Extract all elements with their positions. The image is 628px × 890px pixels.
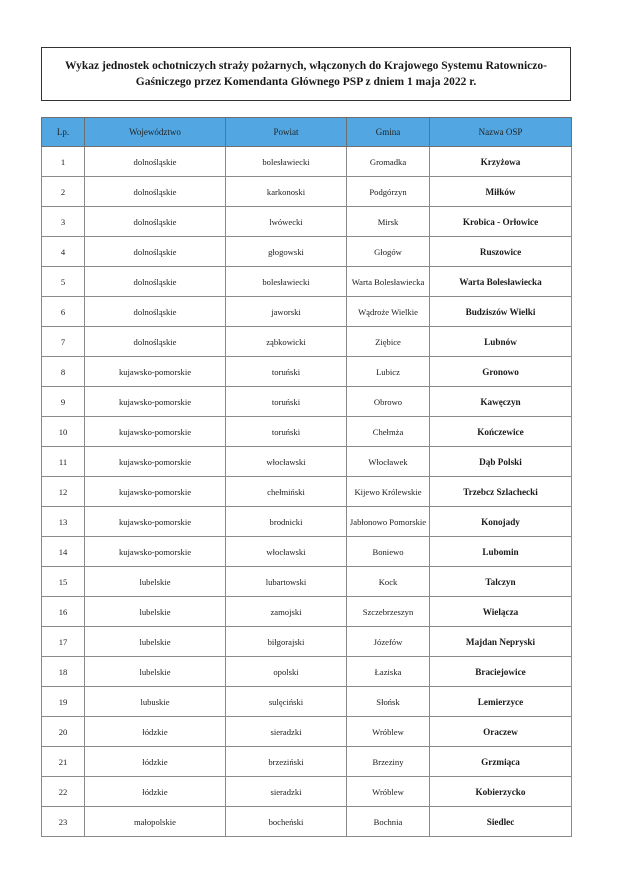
cell-wojewodztwo: kujawsko-pomorskie <box>85 387 226 417</box>
cell-gmina: Józefów <box>347 627 430 657</box>
table-row <box>42 327 572 357</box>
cell-gmina: Ziębice <box>347 327 430 357</box>
cell-gmina: Wróblew <box>347 717 430 747</box>
cell-powiat: toruński <box>226 357 347 387</box>
cell-lp: 22 <box>42 777 85 807</box>
cell-lp: 23 <box>42 807 85 837</box>
cell-nazwa-osp: Trzebcz Szlachecki <box>430 477 572 507</box>
cell-nazwa-osp: Dąb Polski <box>430 447 572 477</box>
cell-gmina: Słońsk <box>347 687 430 717</box>
cell-powiat: biłgorajski <box>226 627 347 657</box>
cell-gmina: Kock <box>347 567 430 597</box>
cell-wojewodztwo: lubelskie <box>85 627 226 657</box>
osp-table <box>41 117 572 837</box>
cell-gmina: Warta Bolesławiecka <box>347 267 430 297</box>
cell-powiat: jaworski <box>226 297 347 327</box>
cell-nazwa-osp: Grzmiąca <box>430 747 572 777</box>
cell-lp: 2 <box>42 177 85 207</box>
cell-lp: 10 <box>42 417 85 447</box>
cell-lp: 1 <box>42 147 85 177</box>
cell-powiat: bolesławiecki <box>226 147 347 177</box>
cell-wojewodztwo: dolnośląskie <box>85 267 226 297</box>
cell-gmina: Głogów <box>347 237 430 267</box>
cell-nazwa-osp: Majdan Nepryski <box>430 627 572 657</box>
cell-wojewodztwo: małopolskie <box>85 807 226 837</box>
cell-gmina: Włocławek <box>347 447 430 477</box>
table-row <box>42 147 572 177</box>
table-row <box>42 477 572 507</box>
table-row <box>42 267 572 297</box>
cell-nazwa-osp: Warta Bolesławiecka <box>430 267 572 297</box>
cell-nazwa-osp: Krzyżowa <box>430 147 572 177</box>
table-row <box>42 507 572 537</box>
cell-lp: 18 <box>42 657 85 687</box>
cell-powiat: opolski <box>226 657 347 687</box>
cell-powiat: toruński <box>226 417 347 447</box>
cell-nazwa-osp: Kawęczyn <box>430 387 572 417</box>
cell-lp: 5 <box>42 267 85 297</box>
cell-nazwa-osp: Miłków <box>430 177 572 207</box>
cell-wojewodztwo: dolnośląskie <box>85 297 226 327</box>
cell-lp: 12 <box>42 477 85 507</box>
cell-nazwa-osp: Ruszowice <box>430 237 572 267</box>
cell-lp: 15 <box>42 567 85 597</box>
cell-lp: 7 <box>42 327 85 357</box>
cell-gmina: Boniewo <box>347 537 430 567</box>
table-row <box>42 537 572 567</box>
cell-powiat: zamojski <box>226 597 347 627</box>
cell-gmina: Brzeziny <box>347 747 430 777</box>
cell-powiat: brodnicki <box>226 507 347 537</box>
table-row <box>42 747 572 777</box>
cell-powiat: ząbkowicki <box>226 327 347 357</box>
cell-lp: 8 <box>42 357 85 387</box>
cell-nazwa-osp: Oraczew <box>430 717 572 747</box>
table-row <box>42 177 572 207</box>
cell-wojewodztwo: dolnośląskie <box>85 327 226 357</box>
cell-wojewodztwo: łódzkie <box>85 777 226 807</box>
cell-powiat: sulęciński <box>226 687 347 717</box>
table-row <box>42 447 572 477</box>
cell-nazwa-osp: Gronowo <box>430 357 572 387</box>
cell-powiat: lwówecki <box>226 207 347 237</box>
cell-nazwa-osp: Wielącza <box>430 597 572 627</box>
cell-nazwa-osp: Talczyn <box>430 567 572 597</box>
cell-nazwa-osp: Braciejowice <box>430 657 572 687</box>
table-row <box>42 657 572 687</box>
cell-lp: 21 <box>42 747 85 777</box>
table-row <box>42 717 572 747</box>
cell-gmina: Podgórzyn <box>347 177 430 207</box>
cell-nazwa-osp: Lubnów <box>430 327 572 357</box>
table-row <box>42 297 572 327</box>
table-row <box>42 207 572 237</box>
cell-powiat: karkonoski <box>226 177 347 207</box>
document-title-box <box>41 47 571 101</box>
cell-lp: 6 <box>42 297 85 327</box>
cell-wojewodztwo: kujawsko-pomorskie <box>85 537 226 567</box>
cell-powiat: sieradzki <box>226 717 347 747</box>
cell-gmina: Szczebrzeszyn <box>347 597 430 627</box>
cell-nazwa-osp: Lemierzyce <box>430 687 572 717</box>
cell-gmina: Kijewo Królewskie <box>347 477 430 507</box>
cell-powiat: włocławski <box>226 447 347 477</box>
cell-wojewodztwo: lubelskie <box>85 567 226 597</box>
cell-wojewodztwo: kujawsko-pomorskie <box>85 507 226 537</box>
cell-gmina: Bochnia <box>347 807 430 837</box>
cell-powiat: bocheński <box>226 807 347 837</box>
cell-gmina: Mirsk <box>347 207 430 237</box>
table-row <box>42 567 572 597</box>
table-row <box>42 387 572 417</box>
cell-wojewodztwo: dolnośląskie <box>85 237 226 267</box>
cell-wojewodztwo: łódzkie <box>85 747 226 777</box>
cell-lp: 16 <box>42 597 85 627</box>
header-nazwa-osp: Nazwa OSP <box>430 118 572 147</box>
table-row <box>42 237 572 267</box>
cell-powiat: sieradzki <box>226 777 347 807</box>
cell-powiat: chełmiński <box>226 477 347 507</box>
cell-wojewodztwo: kujawsko-pomorskie <box>85 357 226 387</box>
document-title: Wykaz jednostek ochotniczych straży pożarnych, włączonych do Krajowego Systemu Ratowniczo-Gaśniczego przez Komendanta Głównego PSP z dniem 1 maja 2022 r. <box>65 60 547 88</box>
cell-lp: 17 <box>42 627 85 657</box>
cell-gmina: Jabłonowo Pomorskie <box>347 507 430 537</box>
table-header-row <box>42 118 572 147</box>
cell-gmina: Gromadka <box>347 147 430 177</box>
header-powiat: Powiat <box>226 118 347 147</box>
table-row <box>42 357 572 387</box>
cell-nazwa-osp: Lubomin <box>430 537 572 567</box>
header-gmina: Gmina <box>347 118 430 147</box>
cell-lp: 4 <box>42 237 85 267</box>
cell-powiat: głogowski <box>226 237 347 267</box>
cell-lp: 11 <box>42 447 85 477</box>
table-row <box>42 807 572 837</box>
cell-powiat: brzeziński <box>226 747 347 777</box>
cell-powiat: lubartowski <box>226 567 347 597</box>
cell-gmina: Łaziska <box>347 657 430 687</box>
cell-gmina: Chełmża <box>347 417 430 447</box>
cell-nazwa-osp: Siedlec <box>430 807 572 837</box>
cell-gmina: Wróblew <box>347 777 430 807</box>
table-row <box>42 597 572 627</box>
cell-gmina: Obrowo <box>347 387 430 417</box>
cell-gmina: Lubicz <box>347 357 430 387</box>
cell-nazwa-osp: Konojady <box>430 507 572 537</box>
cell-wojewodztwo: lubelskie <box>85 597 226 627</box>
cell-lp: 20 <box>42 717 85 747</box>
table-body <box>42 147 572 837</box>
cell-wojewodztwo: kujawsko-pomorskie <box>85 477 226 507</box>
cell-powiat: toruński <box>226 387 347 417</box>
cell-lp: 14 <box>42 537 85 567</box>
cell-nazwa-osp: Kobierzycko <box>430 777 572 807</box>
table-row <box>42 687 572 717</box>
cell-wojewodztwo: dolnośląskie <box>85 207 226 237</box>
cell-wojewodztwo: lubuskie <box>85 687 226 717</box>
cell-lp: 13 <box>42 507 85 537</box>
table-row <box>42 777 572 807</box>
cell-wojewodztwo: dolnośląskie <box>85 177 226 207</box>
cell-nazwa-osp: Kończewice <box>430 417 572 447</box>
cell-wojewodztwo: kujawsko-pomorskie <box>85 417 226 447</box>
cell-wojewodztwo: łódzkie <box>85 717 226 747</box>
cell-wojewodztwo: lubelskie <box>85 657 226 687</box>
cell-nazwa-osp: Krobica - Orłowice <box>430 207 572 237</box>
cell-wojewodztwo: kujawsko-pomorskie <box>85 447 226 477</box>
cell-powiat: bolesławiecki <box>226 267 347 297</box>
header-wojewodztwo: Województwo <box>85 118 226 147</box>
header-lp: Lp. <box>42 118 85 147</box>
cell-lp: 9 <box>42 387 85 417</box>
cell-gmina: Wądroże Wielkie <box>347 297 430 327</box>
cell-powiat: włocławski <box>226 537 347 567</box>
table-row <box>42 417 572 447</box>
cell-lp: 19 <box>42 687 85 717</box>
cell-wojewodztwo: dolnośląskie <box>85 147 226 177</box>
table-row <box>42 627 572 657</box>
cell-nazwa-osp: Budziszów Wielki <box>430 297 572 327</box>
cell-lp: 3 <box>42 207 85 237</box>
